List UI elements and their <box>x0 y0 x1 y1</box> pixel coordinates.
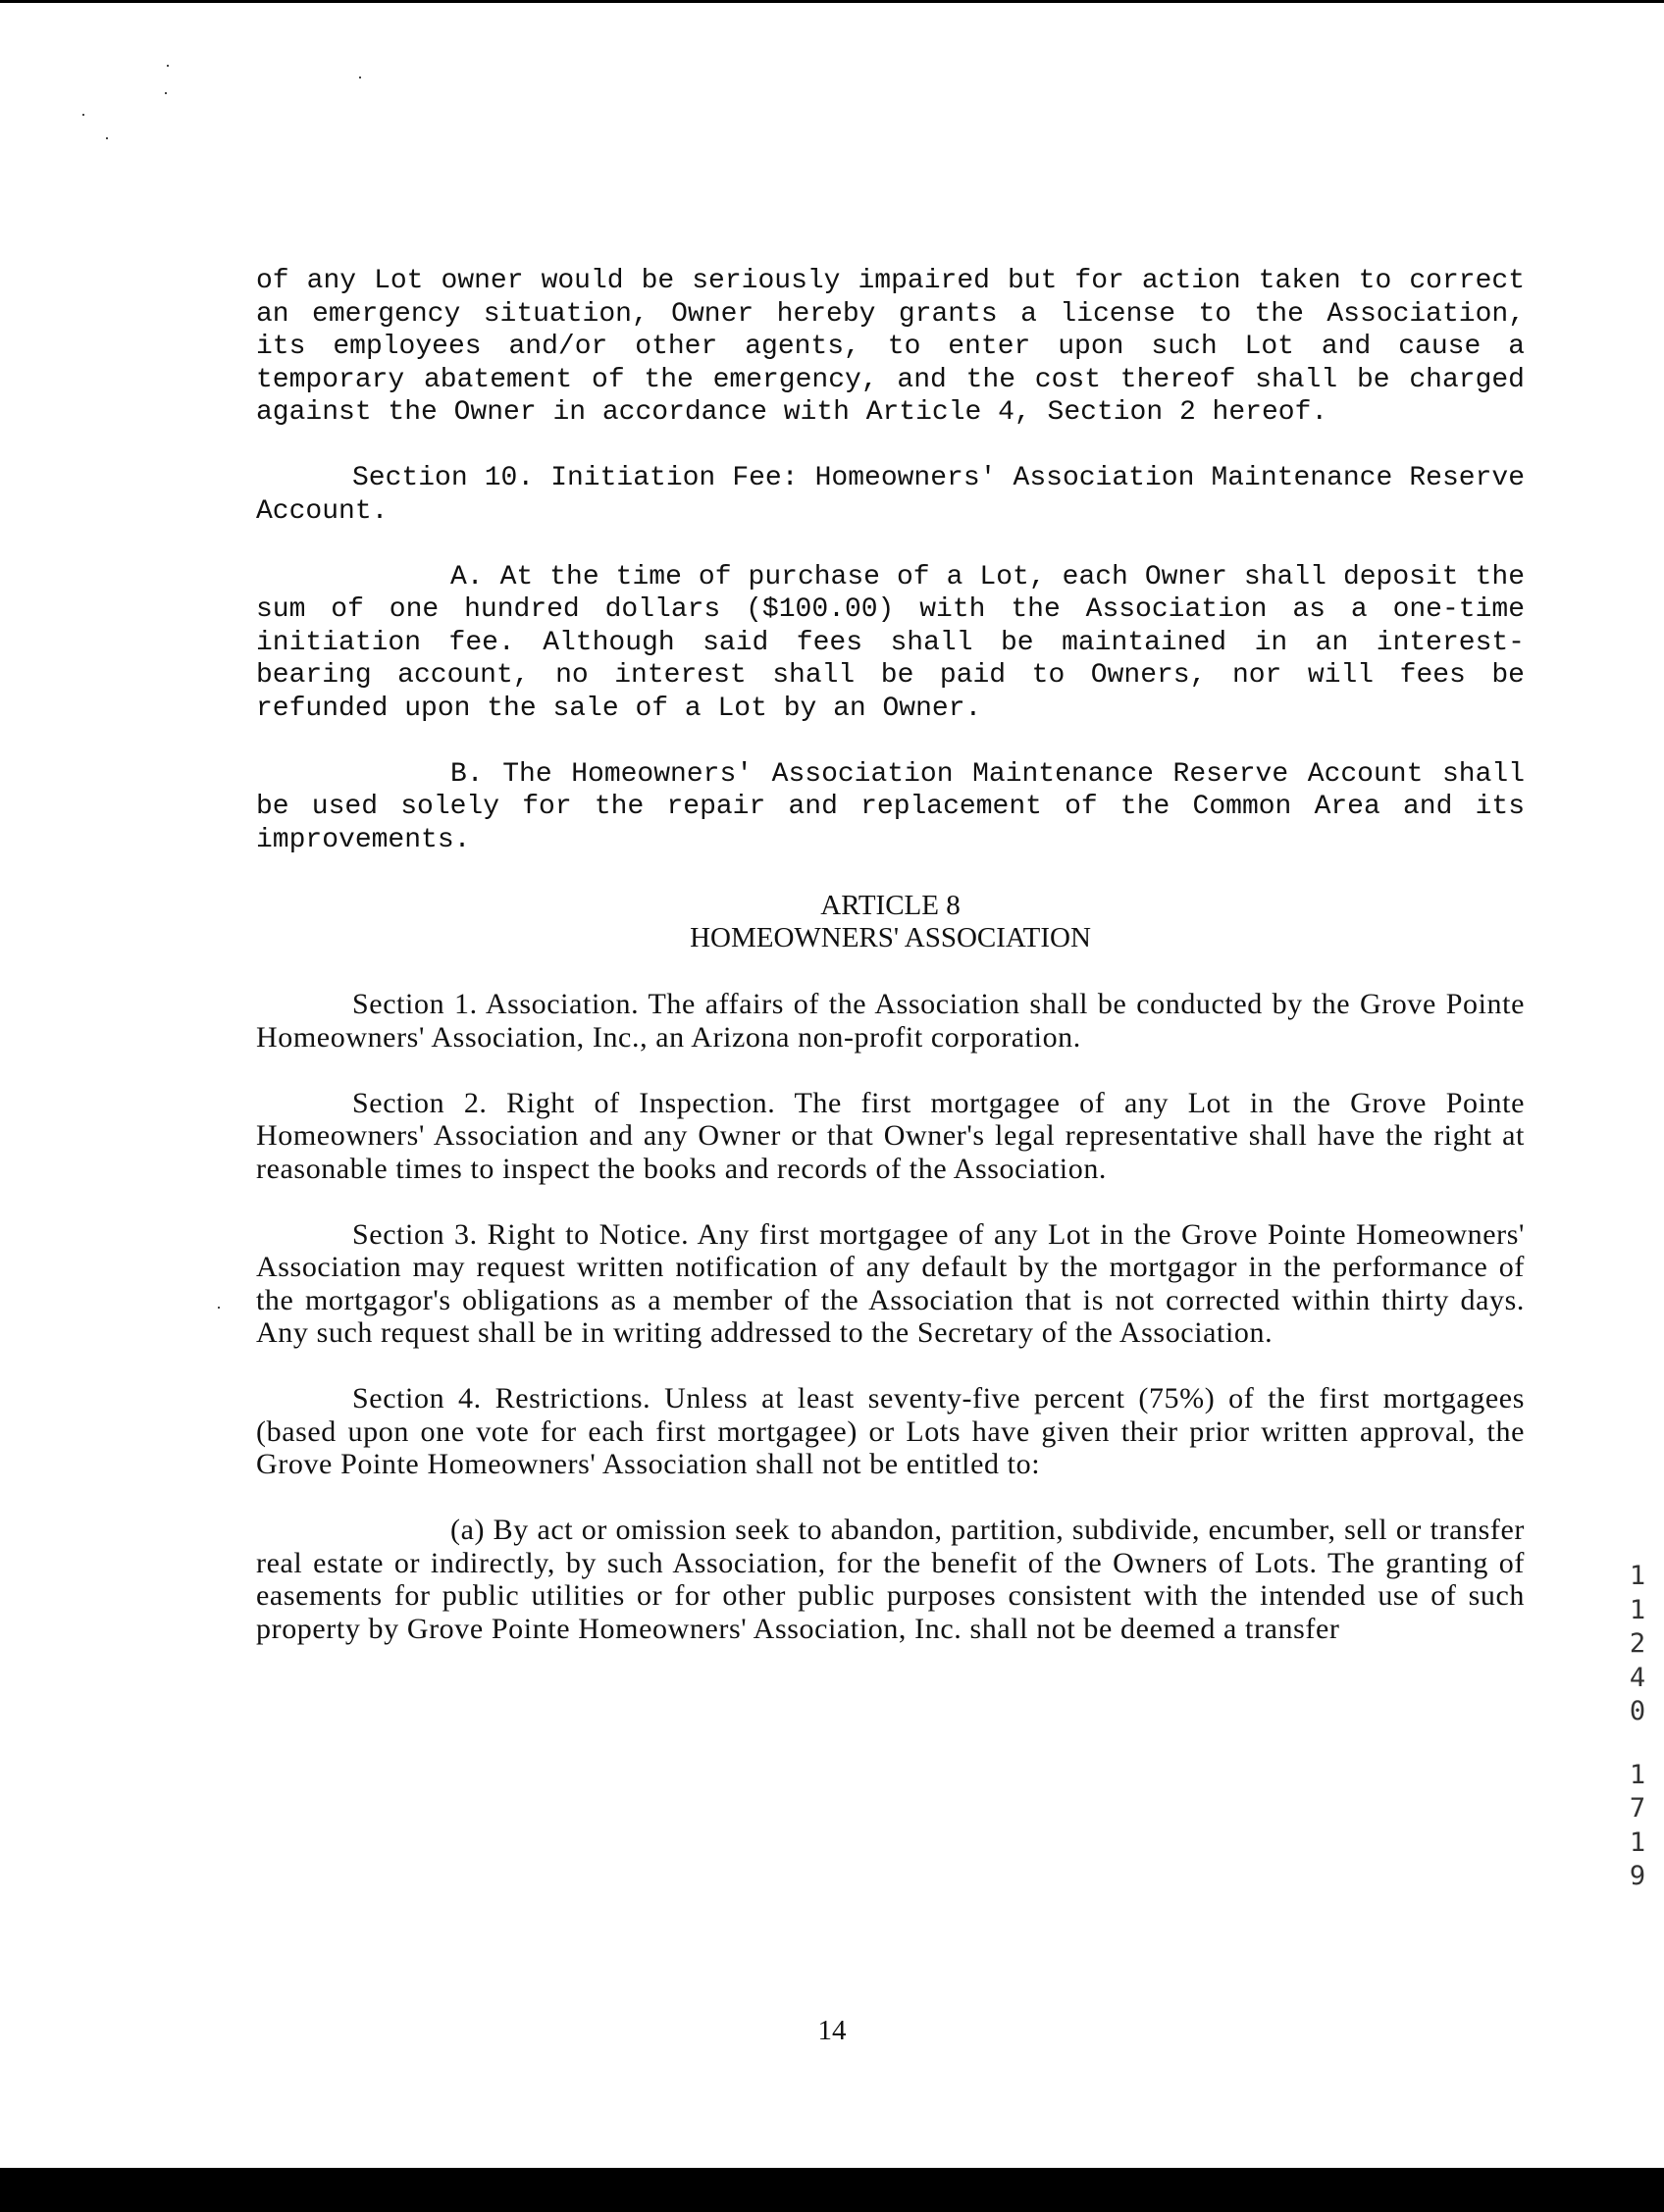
stamp-digit: 4 <box>1629 1662 1646 1693</box>
stamp-digit: 9 <box>1629 1861 1646 1891</box>
scan-bottom-edge <box>0 2168 1664 2212</box>
paragraph-article-8-section-4-a: (a) By act or omission seek to abandon, partition, subdivide, encumber, sell or transfer real estate or indirectly, by such Association, for the benefit of the Owners of Lots. The granting of easements for public utilities or for other public purposes consistent with the intended use of such property by Grove Pointe Homeowners' Association, Inc. shall not be deemed a transfer <box>256 1514 1525 1645</box>
stamp-digit: 0 <box>1629 1696 1646 1726</box>
paragraph-article-8-section-4: Section 4. Restrictions. Unless at least seventy-five percent (75%) of the first mortgagees (based upon one vote for each first mortgagee) or Lots have given their prior written approval, the Grove Pointe Homeowners' Association shall not be entitled to: <box>256 1382 1525 1480</box>
article-heading <box>256 890 1525 955</box>
stamp-gap <box>1625 1729 1650 1759</box>
paragraph-article-8-section-1: Section 1. Association. The affairs of the Association shall be conducted by the Grove Pointe Homeowners' Association, Inc., an Arizona non-profit corporation. <box>256 988 1525 1054</box>
paragraph-section-10-b: B. The Homeowners' Association Maintenance Reserve Account shall be used solely for the repair and replacement of the Common Area and its improvements. <box>256 758 1525 855</box>
document-body <box>256 265 1525 1678</box>
stamp-digit: 1 <box>1629 1561 1646 1591</box>
paragraph-continuation: of any Lot owner would be seriously impaired but for action taken to correct an emergency situation, Owner hereby grants a license to the Association, its employees and/or other agents, to enter upon such Lot and cause a temporary abatement of the emergency, and the cost thereof shall be charged against the Owner in accordance with Article 4, Section 2 hereof. <box>256 266 1525 428</box>
paragraph-section-10-a: A. At the time of purchase of a Lot, each Owner shall deposit the sum of one hundred dollars ($100.00) with the Association as a one-time initiation fee. Although said fees shall be maintained in an interest-bearing account, no interest shall be paid to Owners, nor will fees be refunded upon the sale of a Lot by an Owner. <box>256 561 1525 724</box>
scan-speck <box>167 65 169 67</box>
recording-stamp <box>1625 1560 1650 1894</box>
stamp-digit: 1 <box>1629 1826 1646 1858</box>
scan-speck <box>106 137 108 139</box>
stamp-digit: 1 <box>1629 1759 1646 1790</box>
scan-speck <box>218 1307 220 1309</box>
scan-top-edge <box>0 0 1664 3</box>
stamp-digit: 7 <box>1629 1793 1646 1824</box>
scan-speck <box>359 77 361 78</box>
paragraph-article-8-section-2: Section 2. Right of Inspection. The first mortgagee of any Lot in the Grove Pointe Homeowners' Association and any Owner or that Owner's legal representative shall have the right at reasonable times to inspect the books and records of the Association. <box>256 1086 1525 1185</box>
scan-speck <box>82 114 84 116</box>
page-number: 14 <box>817 2015 847 2046</box>
paragraph-article-8-section-3: Section 3. Right to Notice. Any first mortgagee of any Lot in the Grove Pointe Homeowners' Association may request written notification of any default by the mortgagor in the performance of the mortgagor's obligations as a member of the Association that is not corrected within thirty days. Any such request shall be in writing addressed to the Secretary of the Association. <box>256 1217 1525 1349</box>
scan-speck <box>165 92 167 94</box>
paragraph-section-10: Section 10. Initiation Fee: Homeowners' Association Maintenance Reserve Account. <box>256 463 1525 527</box>
article-title: HOMEOWNERS' ASSOCIATION <box>690 922 1091 953</box>
stamp-digit: 1 <box>1629 1594 1646 1625</box>
article-number: ARTICLE 8 <box>820 889 961 921</box>
stamp-digit: 2 <box>1629 1628 1646 1659</box>
